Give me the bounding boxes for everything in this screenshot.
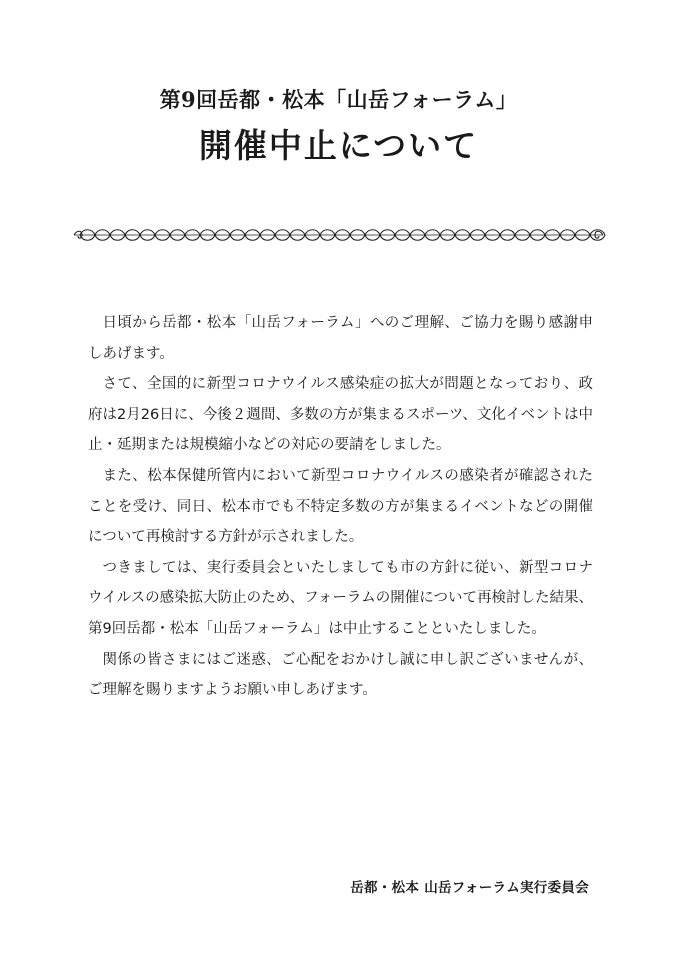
notice-title: 開催中止について: [198, 126, 479, 165]
body-paragraph: つきましては、実行委員会といたしましても市の方針に従い、新型コロナウイルスの感染拡大防止のため、フォーラムの開催について再検討した結果、第9回岳都・松本「山岳フォーラム」は中止することといたしました。: [88, 559, 593, 637]
body-paragraph: また、松本保健所管内において新型コロナウイルスの感染者が確認されたことを受け、同日、松本市でも不特定多数の方が集まるイベントなどの開催について再検討する方針が示されました。: [88, 467, 593, 546]
notice-body: [88, 308, 593, 706]
body-paragraph: さて、全国的に新型コロナウイルス感染症の拡大が問題となっており、政府は2月26日に、今後２週間、多数の方が集まるスポーツ、文化イベントは中止・延期または規模縮小などの対応の要請をしました。: [88, 376, 593, 454]
organizer-signature: 岳都・松本 山岳フォーラム実行委員会: [350, 880, 589, 896]
body-paragraph: 関係の皆さまにはご迷惑、ご心配をおかけし誠に申し訳ございませんが、ご理解を賜りますようお願い申しあげます。: [88, 651, 593, 699]
notice-subtitle: 第9回岳都・松本「山岳フォーラム」: [159, 87, 518, 112]
body-paragraph: 日頃から岳都・松本「山岳フォーラム」へのご理解、ご協力を賜り感謝申しあげます。: [88, 315, 593, 362]
decorative-divider: [70, 224, 607, 246]
